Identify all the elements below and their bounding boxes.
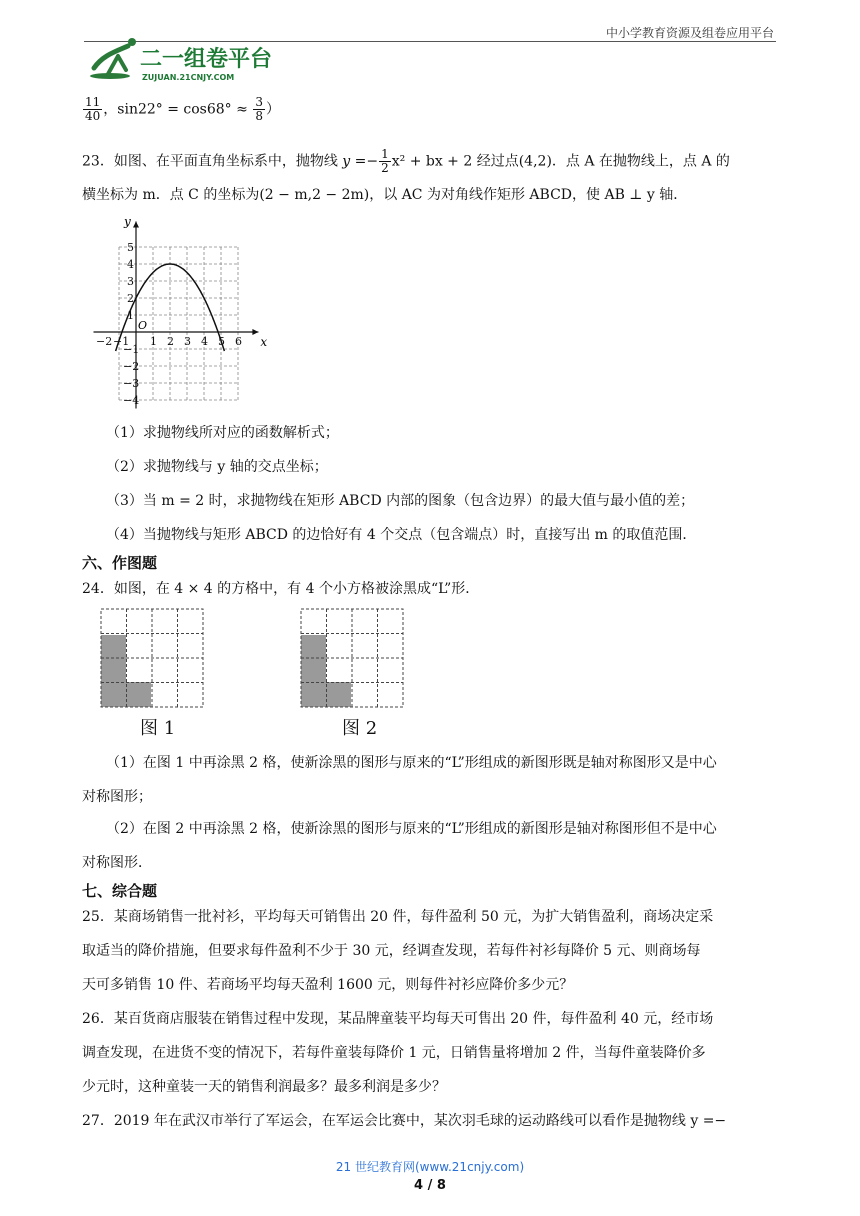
x-axis-arrow [252, 329, 258, 335]
y-tick-label: −4 [123, 394, 140, 407]
parabola-graph [98, 214, 288, 414]
y-tick-label: 3 [127, 275, 134, 288]
q26-line2: 调查发现，在进货不变的情况下，若每件童装每降价 1 元，日销售量将增加 2 件，当每件童装降价多 [82, 1045, 706, 1061]
y-tick-label: −3 [123, 377, 140, 390]
q24-stem: 24．如图，在 4 × 4 的方格中，有 4 个小方格被涂黑成“L”形． [82, 581, 480, 597]
q24-sub1: （1）在图 1 中再涂黑 2 格，使新涂黑的图形与原来的“L”形组成的新图形既是轴对称图形又是中心 [106, 755, 717, 771]
q23-line1: 23．如图、在平面直角坐标系中，抛物线 y =− $\frac{1}{2}$ x² + bx + 2 经过点(4,2)．点 A 在抛物线上，点 A 的 [82, 147, 730, 175]
x-tick-label: 4 [201, 335, 208, 348]
x-tick-label: −2 [96, 335, 113, 348]
q26-line1: 26．某百货商店服装在销售过程中发现，某品牌童装平均每天可售出 20 件，每件盈利 40 元，经市场 [82, 1011, 714, 1027]
q23-sub1: （1）求抛物线所对应的函数解析式； [106, 425, 339, 441]
y-axis-arrow [133, 222, 139, 228]
section-7-title: 七、综合题 [82, 882, 158, 900]
header-platform-text: 中小学教育资源及组卷应用平台 [605, 26, 774, 40]
section-6-title: 六、作图题 [82, 554, 158, 572]
q23-sub3: （3）当 m = 2 时，求抛物线在矩形 ABCD 内部的图象（包含边界）的最大值与最小值的差； [106, 493, 695, 509]
y-tick-label: 5 [127, 241, 134, 254]
grid-figure-1 [100, 608, 206, 712]
logo-main-text: 二一组卷平台 [140, 47, 273, 72]
y-tick-label: −2 [123, 360, 140, 373]
x-tick-label: 6 [235, 335, 242, 348]
q26-line3: 少元时，这种童装一天的销售利润最多？最多利润是多少？ [82, 1079, 446, 1095]
q27-line1: 27．2019 年在武汉市举行了军运会，在军运会比赛中，某次羽毛球的运动路线可以看作是抛物线 y =− [82, 1113, 727, 1129]
footer-link[interactable]: 21 世纪教育网(www.21cnjy.com) [335, 1160, 525, 1174]
y-tick-label: −1 [123, 343, 140, 356]
x-tick-label: 5 [218, 335, 225, 348]
y-tick-label: 4 [127, 258, 134, 271]
y-axis-label: y [124, 214, 131, 229]
x-tick-label: 3 [184, 335, 191, 348]
q24-sub1-cont: 对称图形； [82, 789, 152, 805]
q24-sub2-cont: 对称图形． [82, 855, 152, 871]
q23-sub2: （2）求抛物线与 y 轴的交点坐标； [106, 459, 328, 475]
x-axis-label: x [260, 335, 268, 349]
q24-sub2: （2）在图 2 中再涂黑 2 格，使新涂黑的图形与原来的“L”形组成的新图形是轴对称图形但不是中心 [106, 821, 717, 837]
q25-line2: 取适当的降价措施，但要求每件盈利不少于 30 元，经调查发现，若每件衬衫每降价 5 元、则商场每 [82, 943, 701, 959]
q23-line2: 横坐标为 m．点 C 的坐标为(2 − m,2 − 2m)，以 AC 为对角线作矩形 ABCD，使 AB ⊥ y 轴． [82, 187, 688, 203]
fig1-caption: 图 1 [140, 718, 176, 739]
x-tick-label: 1 [150, 335, 157, 348]
page-number: 4 / 8 [414, 1178, 446, 1193]
q23-sub4: （4）当抛物线与矩形 ABCD 的边恰好有 4 个交点（包含端点）时，直接写出 m 的取值范围． [106, 527, 697, 543]
x-tick-label: −1 [113, 335, 130, 348]
y-tick-label: 1 [127, 309, 134, 322]
q25-line3: 天可多销售 10 件、若商场平均每天盈利 1600 元，则每件衬衫应降价多少元？ [82, 977, 574, 993]
q22-tail: $\frac{11}{40}$ ，sin22° = cos68° ≈ $\frac{3}{8}$ ） [85, 95, 280, 123]
runner-icon [90, 38, 136, 79]
q25-line1: 25．某商场销售一批衬衫，平均每天可销售出 20 件，每件盈利 50 元，为扩大销售盈利，商场决定采 [82, 909, 714, 925]
y-tick-label: 2 [127, 292, 134, 305]
origin-label: O [138, 319, 148, 332]
grid-figure-2 [300, 608, 406, 712]
fraction: $\frac{11}{40}$ [85, 95, 101, 123]
logo-sub-text: ZUJUAN.21CNJY.COM [142, 73, 235, 82]
site-logo [88, 36, 288, 86]
fig2-caption: 图 2 [342, 718, 378, 739]
x-tick-label: 2 [167, 335, 174, 348]
